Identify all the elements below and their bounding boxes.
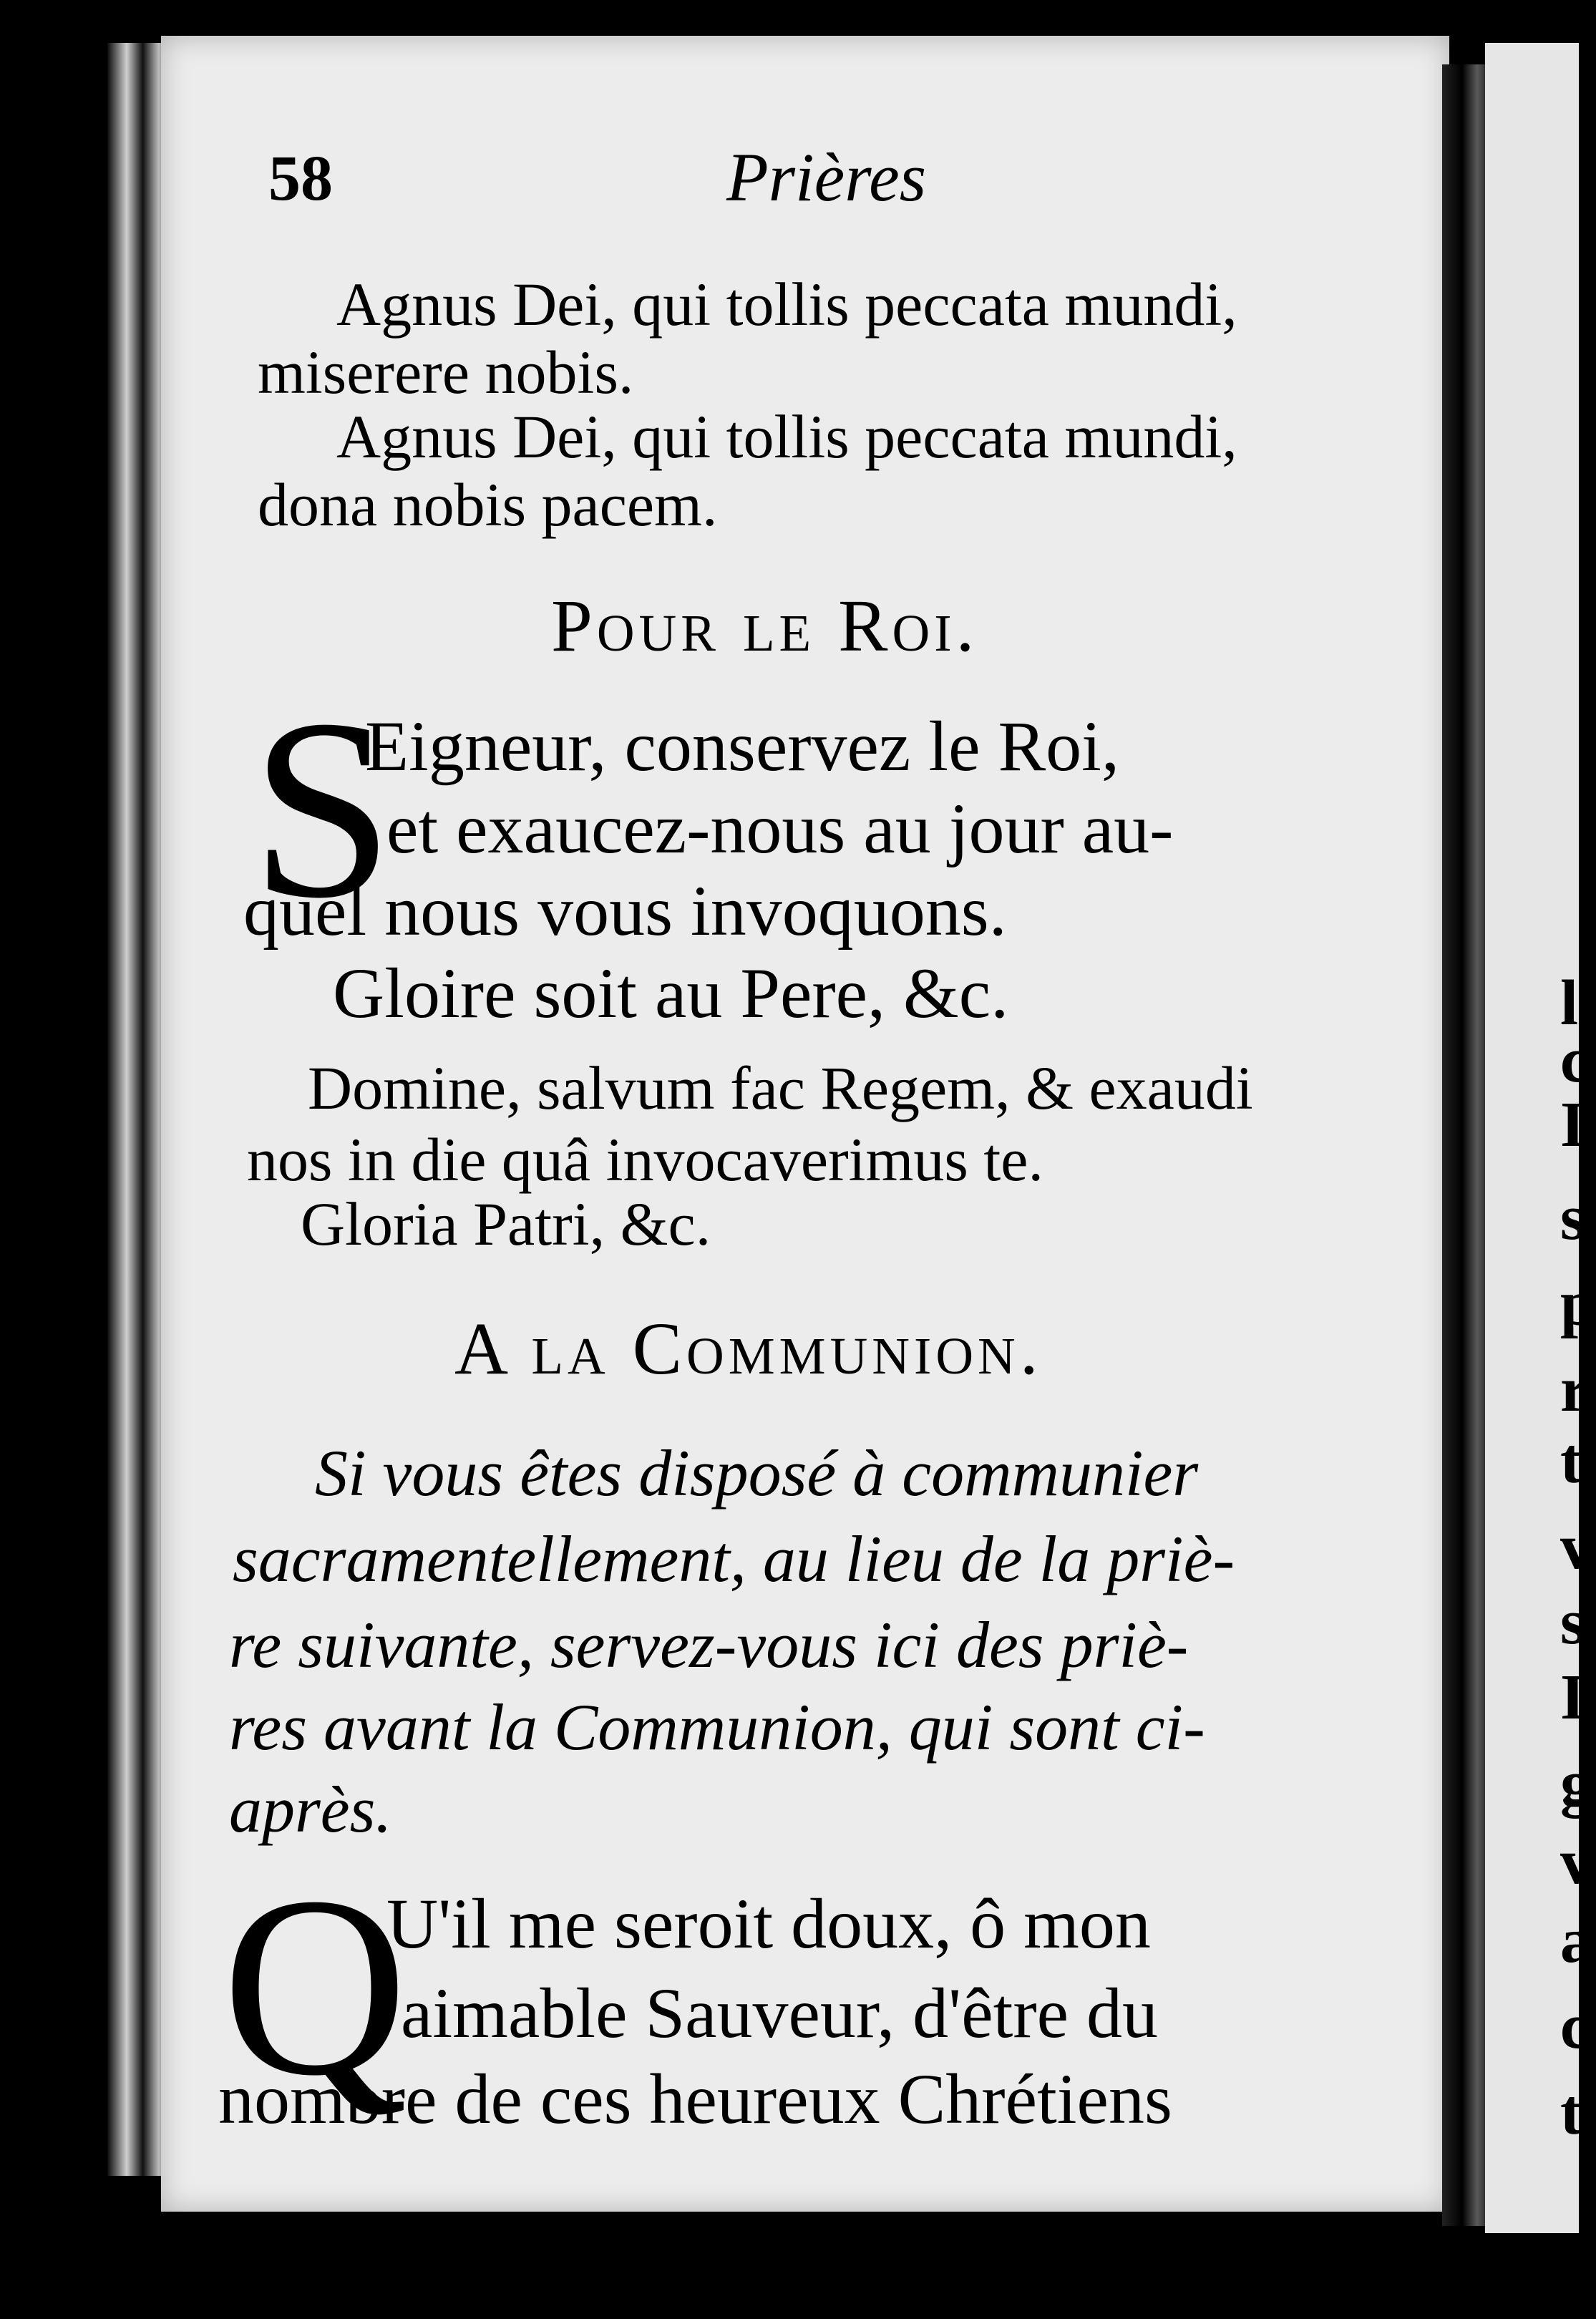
rubric-line-1: Si vous êtes disposé à communier	[315, 1436, 1199, 1509]
running-head: Prières	[726, 139, 927, 215]
gloria-patri-line: Gloria Patri, &c.	[301, 1190, 711, 1258]
communion-line-2: aimable Sauveur, d'être du	[401, 1973, 1159, 2053]
facing-letter: l	[1560, 968, 1579, 1039]
page-number: 58	[268, 143, 333, 214]
rubric-line-5: après.	[229, 1773, 392, 1846]
pour-le-roi-line-3: quel nous vous invoquons.	[243, 871, 1007, 951]
pour-le-roi-line-1: Eigneur, conservez le Roi,	[365, 706, 1119, 786]
facing-letter: r	[1560, 1354, 1589, 1425]
facing-letter: p	[1560, 1268, 1596, 1339]
pour-le-roi-line-2: et exaucez-nous au jour au-	[386, 789, 1174, 868]
dropcap-s: S	[250, 666, 394, 951]
facing-page-edge	[1485, 43, 1596, 2233]
facing-letter: t	[1560, 2077, 1582, 2148]
facing-letter: v	[1560, 1512, 1592, 1583]
facing-letter: a	[1560, 1905, 1592, 1976]
facing-letter: c	[1560, 1991, 1589, 2062]
domine-line-2: nos in die quâ invocaverimus te.	[247, 1125, 1043, 1194]
book-page	[161, 36, 1449, 2212]
facing-letter: v	[1560, 1827, 1592, 1897]
dropcap-q: Q	[222, 1843, 408, 2129]
domine-line-1: Domine, salvum fac Regem, & exaudi	[308, 1054, 1253, 1122]
facing-letter: s	[1560, 1587, 1586, 1658]
communion-line-1: U'il me seroit doux, ô mon	[386, 1884, 1151, 1963]
facing-letter: I	[1560, 1089, 1586, 1160]
gloire-line: Gloire soit au Pere, &c.	[333, 953, 1009, 1033]
section-heading-pour-le-roi: Pour le Roi.	[551, 585, 979, 667]
facing-letter: s	[1560, 1182, 1586, 1253]
rubric-line-3: re suivante, servez-vous ici des priè-	[229, 1608, 1189, 1681]
facing-letter: I	[1560, 1662, 1586, 1733]
rubric-line-2: sacramentellement, au lieu de la priè-	[233, 1522, 1235, 1595]
rubric-line-4: res avant la Communion, qui sont ci-	[229, 1691, 1205, 1764]
facing-letter: g	[1560, 1748, 1592, 1819]
facing-letter: t	[1560, 1426, 1582, 1497]
agnus-dei-line-2: miserere nobis.	[258, 338, 634, 407]
agnus-dei-line-4: dona nobis pacem.	[258, 470, 718, 539]
section-heading-communion: A la Communion.	[454, 1308, 1043, 1390]
facing-letter: c	[1560, 1025, 1589, 1096]
agnus-dei-line-1: Agnus Dei, qui tollis peccata mundi,	[336, 270, 1237, 339]
communion-line-3: nombre de ces heureux Chrétiens	[218, 2059, 1172, 2139]
agnus-dei-line-3: Agnus Dei, qui tollis peccata mundi,	[336, 402, 1237, 471]
